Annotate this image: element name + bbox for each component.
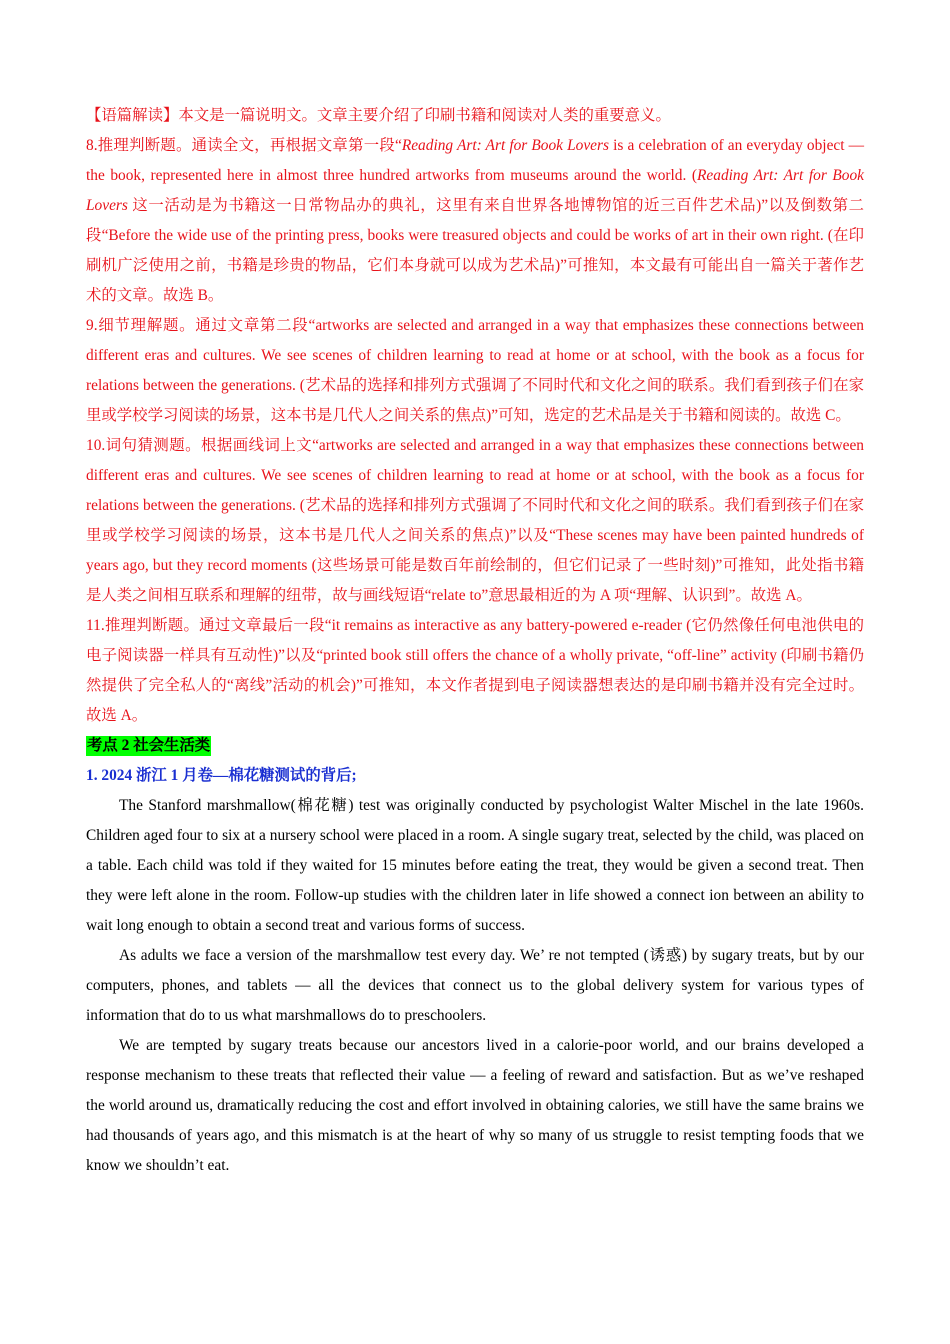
section-heading xyxy=(86,731,864,761)
answer-explanation-8 xyxy=(86,131,864,311)
q8-italic-title-2: Reading Art: Art for Book Lovers xyxy=(86,167,864,214)
answer-explanation-11: 11.推理判断题。通过文章最后一段“it remains as interactive as any battery-powered e-reader (它仍然像任何电池供电的电子阅读器一样具有互动性)”以及“printed book still offers the chance of a wholly private, “off-line” activity (印刷书籍仍然提供了完全私人的“离线”活动的机会)”可推知，本文作者提到电子阅读器想表达的是印刷书籍并没有完全过时。故选 A。 xyxy=(86,617,864,724)
passage-paragraph-1: The Stanford marshmallow(棉花糖) test was originally conducted by psychologist Walter Mischel in the late 1960s. Children aged four to six at a nursery school were placed in a room. A single sugary treat, selected by the child, was placed on a table. Each child was told if they waited for 15 minutes before eating the treat, they would be given a second treat. Then they were left alone in the room. Follow-up studies with the children later in life showed a connect ion between an ability to wait long enough to obtain a second treat and various forms of success. xyxy=(86,797,864,934)
analysis-intro: 【语篇解读】本文是一篇说明文。文章主要介绍了印刷书籍和阅读对人类的重要意义。 xyxy=(86,107,671,124)
passage-paragraph-2: As adults we face a version of the marshmallow test every day. We’ re not tempted (诱惑) by sugary treats, but by our computers, phones, and tablets — all the devices that connect us to the global delivery system for various types of information that do to us what marshmallows do to preschoolers. xyxy=(86,947,864,1024)
section-tag xyxy=(86,736,211,756)
document-body xyxy=(86,101,864,1181)
q8-italic-title-1: Reading Art: Art for Book Lovers xyxy=(401,137,609,154)
answer-explanation-9: 9.细节理解题。通过文章第二段“artworks are selected and arranged in a way that emphasizes these connections between different eras and cultures. We see scenes of children learning to read at home or at school, with the book as a focus for relations between the generations. (艺术品的选择和排列方式强调了不同时代和文化之间的联系。我们看到孩子们在家里或学校学习阅读的场景，这本书是几代人之间关系的焦点)”可知，选定的艺术品是关于书籍和阅读的。故选 C。 xyxy=(86,317,864,424)
passage-paragraph-3: We are tempted by sugary treats because our ancestors lived in a calorie-poor world, and our brains developed a response mechanism to these treats that reflected their value — a feeling of reward and satisfaction. But as we’ve reshaped the world around us, dramatically reducing the cost and effort involved in obtaining calories, we still have the same brains we had thousands of years ago, and this mismatch is at the heart of why so many of us struggle to resist tempting foods that we know we shouldn’t eat. xyxy=(86,1037,864,1174)
section-number: 2 xyxy=(121,737,130,754)
section-prefix: 考点 xyxy=(87,737,118,754)
section-name: 社会生活类 xyxy=(133,737,211,754)
q8-rest: 这一活动是为书籍这一日常物品办的典礼，这里有来自世界各地博物馆的近三百件艺术品)”以及倒数第二段“Before the wide use of the printing press, books were treasured objects and could be works of art in their own right. (在印刷机广泛使用之前，书籍是珍贵的物品，它们本身就可以成为艺术品)”可推知，本文最有可能出自一篇关于著作艺术的文章。故选 B。 xyxy=(86,197,864,304)
answer-explanation-10: 10.词句猜测题。根据画线词上文“artworks are selected and arranged in a way that emphasizes these connections between different eras and cultures. We see scenes of children learning to read at home or at school, with the book as a focus for relations between the generations. (艺术品的选择和排列方式强调了不同时代和文化之间的联系。我们看到孩子们在家里或学校学习阅读的场景，这本书是几代人之间关系的焦点)”以及“These scenes may have been painted hundreds of years ago, but they record moments (这些场景可能是数百年前绘制的，但它们记录了一些时刻)”可推知，此处指书籍是人类之间相互联系和理解的纽带，故与画线短语“relate to”意思最相近的为 A 项“理解、认识到”。故选 A。 xyxy=(86,437,864,604)
q8-lead: 8.推理判断题。通读全文，再根据文章第一段“ xyxy=(86,137,402,154)
q8-middle: is a celebration of an everyday object — the book, represented here in almost three hundred artworks from museums around the world. ( xyxy=(86,137,864,184)
question-title: 1. 2024 浙江 1 月卷—棉花糖测试的背后; xyxy=(86,767,357,784)
